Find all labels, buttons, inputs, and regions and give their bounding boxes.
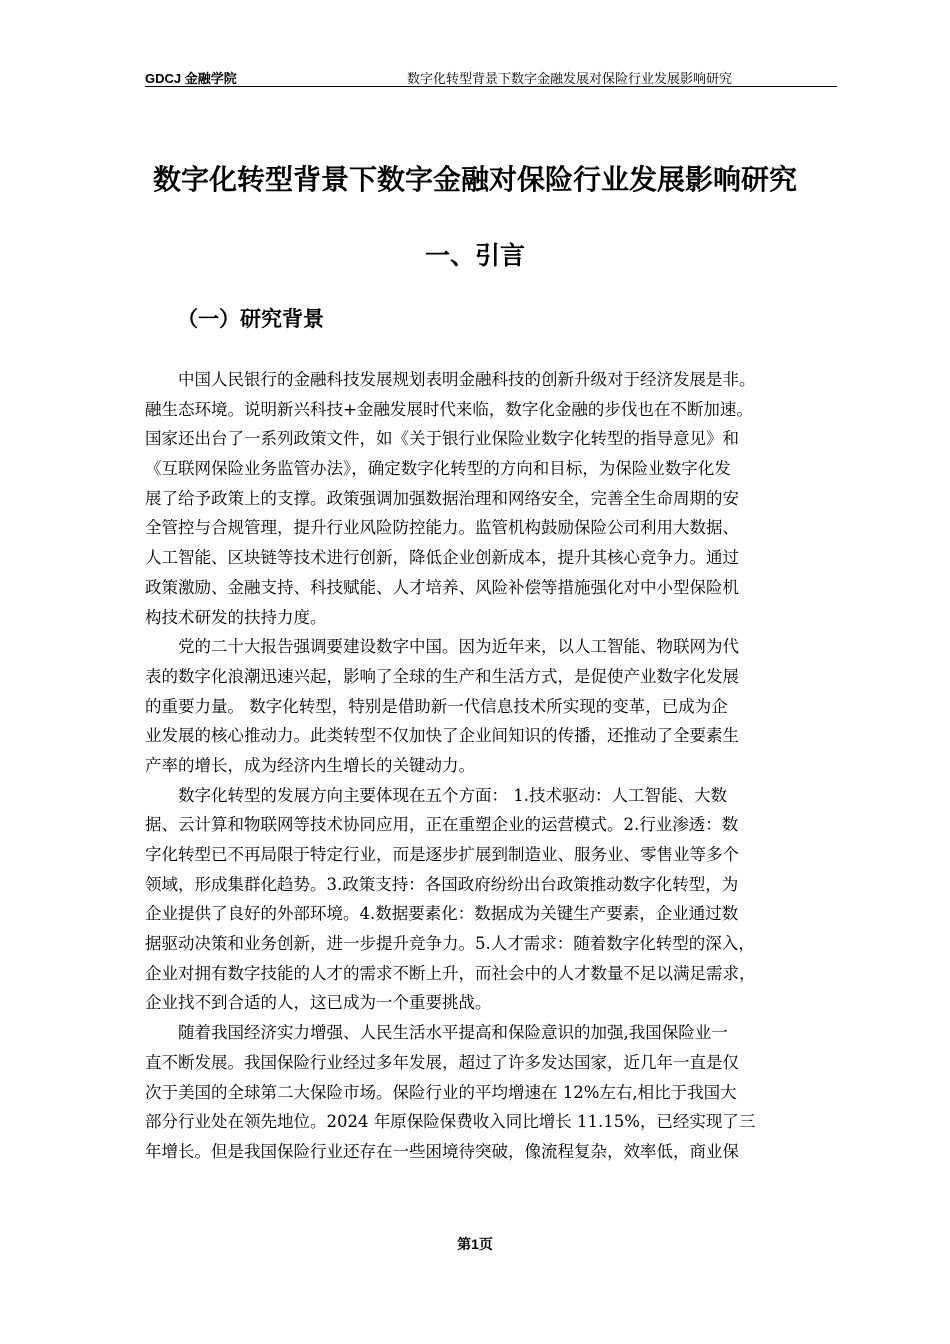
paragraph-line: 企业提供了良好的外部环境。4.数据要素化：数据成为关键生产要素，企业通过数 — [145, 904, 739, 924]
paragraph-line: 领域，形成集群化趋势。3.政策支持：各国政府纷纷出台政策推动数字化转型，为 — [145, 874, 739, 894]
header-running-title: 数字化转型背景下数字金融发展对保险行业发展影响研究 — [407, 72, 733, 87]
paragraph-line: 展了给予政策上的支撑。政策强调加强数据治理和网络安全，完善全生命周期的安 — [145, 488, 739, 508]
paragraph-line: 构技术研发的扶持力度。 — [145, 607, 327, 627]
paragraph-line: 《互联网保险业务监管办法》，确定数字化转型的方向和目标，为保险业数字化发 — [145, 459, 731, 479]
paragraph-line: 的重要力量。 数字化转型，特别是借助新一代信息技术所实现的变革，已成为企 — [145, 696, 728, 716]
document-title: 数字化转型背景下数字金融对保险行业发展影响研究 — [152, 163, 797, 196]
paragraph — [145, 781, 850, 1019]
page-number: 第1页 — [457, 1236, 493, 1252]
paragraph-line: 融生态环境。说明新兴科技+金融发展时代来临，数字化金融的步伐也在不断加速。 — [145, 399, 753, 419]
paragraph — [145, 1018, 850, 1166]
paragraph-line: 全管控与合规管理，提升行业风险防控能力。监管机构鼓励保险公司利用大数据、 — [145, 518, 739, 538]
paragraph-line: 直不断发展。我国保险行业经过多年发展，超过了许多发达国家，近几年一直是仅 — [145, 1052, 739, 1072]
paragraph-line: 据驱动决策和业务创新，进一步提升竞争力。5.人才需求：随着数字化转型的深入， — [145, 934, 755, 954]
paragraph-line: 数字化转型的发展方向主要体现在五个方面： 1.技术驱动：人工智能、大数 — [178, 785, 727, 805]
header-institution: GDCJ 金融学院 — [145, 71, 237, 86]
paragraph-line: 据、云计算和物联网等技术协同应用，正在重塑企业的运营模式。2.行业渗透：数 — [145, 815, 739, 835]
paragraph-line: 部分行业处在领先地位。2024 年原保险保费收入同比增长 11.15%，已经实现了三 — [145, 1112, 756, 1132]
paragraph-line: 企业找不到合适的人，这已成为一个重要挑战。 — [145, 993, 492, 1013]
paragraph-line: 随着我国经济实力增强、人民生活水平提高和保险意识的加强,我国保险业一 — [178, 1023, 728, 1043]
paragraph-line: 次于美国的全球第二大保险市场。保险行业的平均增速在 12%左右,相比于我国大 — [145, 1082, 737, 1102]
page-header — [145, 67, 837, 87]
paragraph-line: 年增长。但是我国保险行业还存在一些困境待突破，像流程复杂，效率低，商业保 — [145, 1141, 739, 1161]
paragraph-line: 政策激励、金融支持、科技赋能、人才培养、风险补偿等措施强化对中小型保险机 — [145, 577, 739, 597]
paragraph-line: 业发展的核心推动力。此类转型不仅加快了企业间知识的传播，还推动了全要素生 — [145, 726, 739, 746]
paragraph — [145, 365, 850, 632]
paragraph — [145, 632, 850, 780]
paragraph-line: 中国人民银行的金融科技发展规划表明金融科技的创新升级对于经济发展是非。 — [178, 370, 756, 389]
paragraph-line: 产率的增长，成为经济内生增长的关键动力。 — [145, 755, 475, 775]
paragraph-line: 企业对拥有数字技能的人才的需求不断上升，而社会中的人才数量不足以满足需求， — [145, 963, 756, 983]
paragraph-line: 字化转型已不再局限于特定行业，而是逐步扩展到制造业、服务业、零售业等多个 — [145, 845, 739, 864]
section-heading: 一、引言 — [424, 241, 525, 270]
paragraph-line: 党的二十大报告强调要建设数字中国。因为近年来，以人工智能、物联网为代 — [178, 637, 739, 657]
subsection-heading: （一）研究背景 — [177, 307, 324, 331]
body-text — [145, 365, 850, 1167]
paragraph-line: 人工智能、区块链等技术进行创新，降低企业创新成本，提升其核心竞争力。通过 — [145, 548, 739, 568]
paragraph-line: 表的数字化浪潮迅速兴起，影响了全球的生产和生活方式，是促使产业数字化发展 — [145, 666, 739, 686]
paragraph-line: 国家还出台了一系列政策文件，如《关于银行业保险业数字化转型的指导意见》和 — [145, 429, 739, 449]
